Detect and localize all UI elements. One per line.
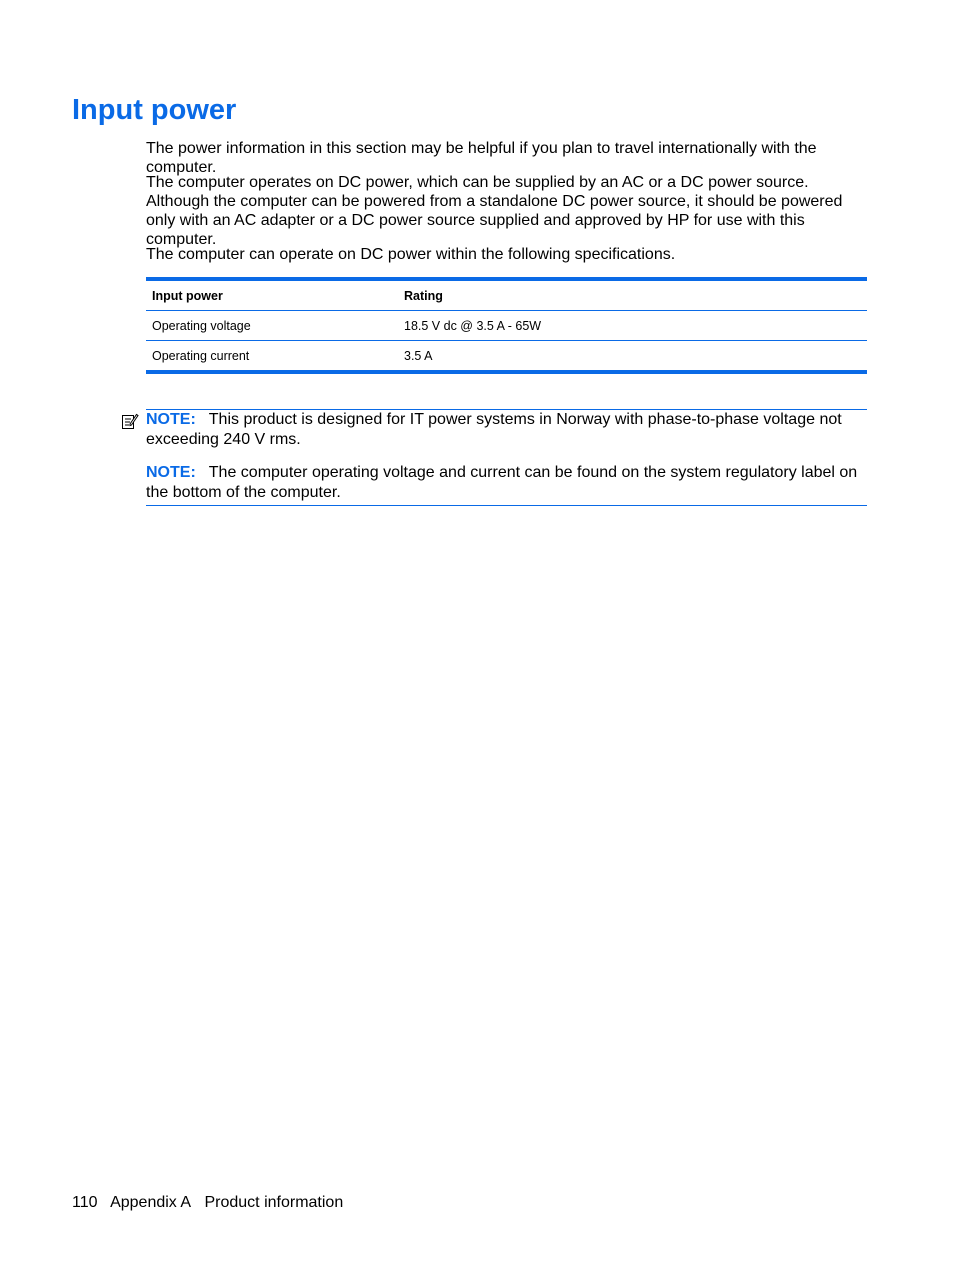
note-label: NOTE: [146,411,196,428]
note-text: This product is designed for IT power systems in Norway with phase-to-phase voltage not exceeding 240 V rms. [146,411,842,448]
table-cell: Operating current [152,348,250,363]
input-power-table [146,277,867,374]
note-norway [146,410,867,450]
note-label: NOTE: [146,464,196,481]
table-header-row [146,279,867,311]
footer-chapter: Product information [204,1194,344,1211]
table-row [146,311,867,341]
table-header-input-power: Input power [152,288,223,303]
table-header-rating: Rating [404,288,443,303]
page-number: 110 [72,1194,98,1211]
footer-section: Appendix A [110,1194,192,1211]
table-cell: 18.5 V dc @ 3.5 A - 65W [404,318,542,333]
note-regulatory-label [146,463,867,503]
note-pencil-icon [121,412,139,430]
page-footer [72,1193,352,1212]
intro-paragraph: The power information in this section may be helpful if you plan to travel internationally with the computer. [146,140,817,176]
note-text: The computer operating voltage and current can be found on the system regulatory label on the bottom of the computer. [146,464,858,501]
table-cell: Operating voltage [152,318,251,333]
table-cell: 3.5 A [404,348,433,363]
page-title: Input power [72,94,237,126]
table-row [146,341,867,373]
notes-box [146,409,867,506]
dc-power-paragraph: The computer operates on DC power, which can be supplied by an AC or a DC power source. Although the computer can be powered from a standalone DC power source, it should be powered only with an AC adapter or a DC power source supplied and approved by HP for use with this computer. [146,174,843,248]
specifications-paragraph: The computer can operate on DC power within the following specifications. [146,246,676,263]
